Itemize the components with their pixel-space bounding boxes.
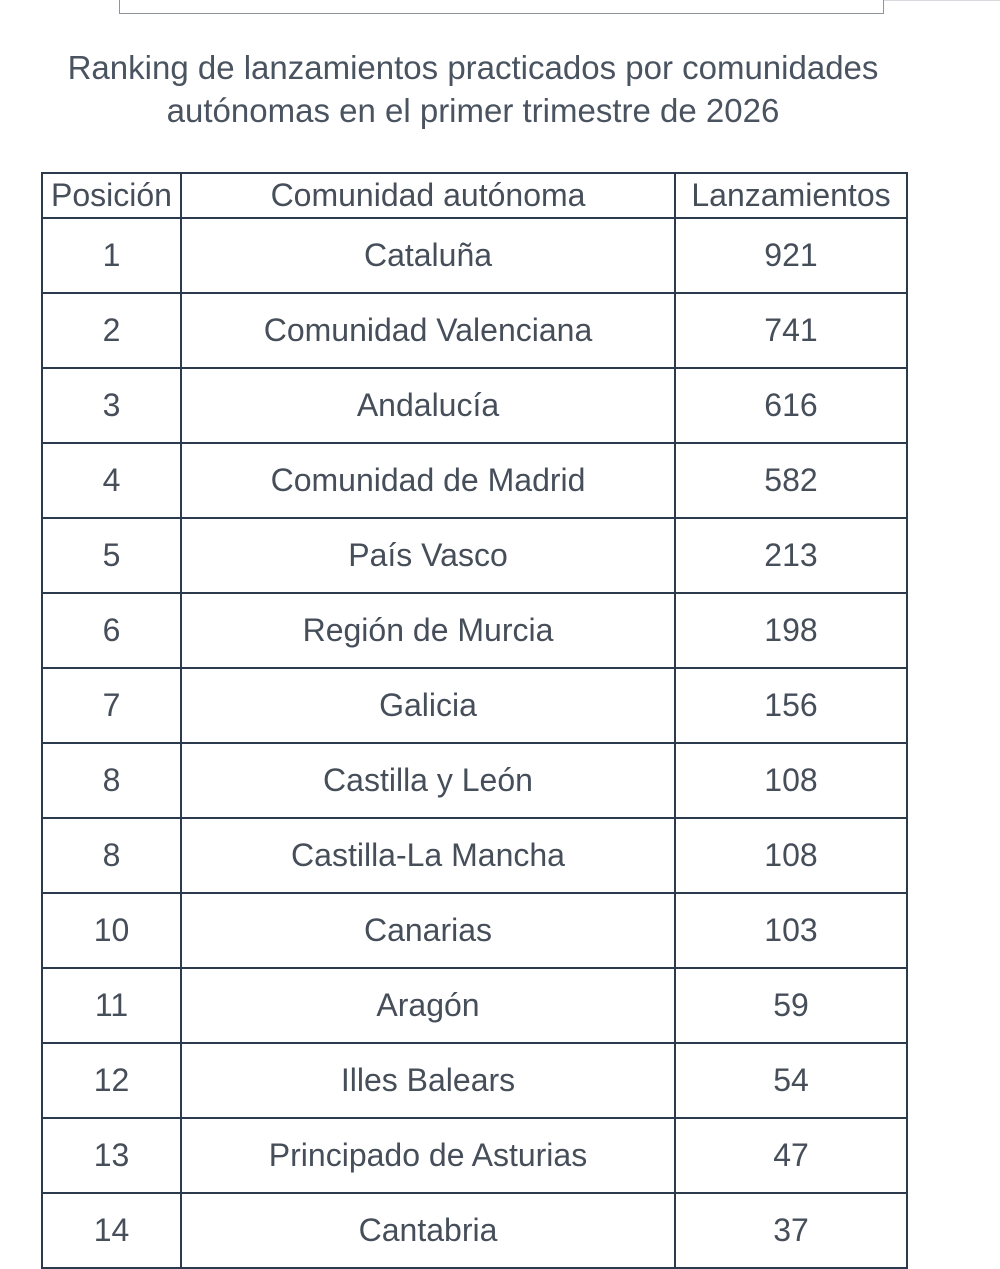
cell-position: 6: [42, 593, 181, 668]
cell-community: Región de Murcia: [181, 593, 675, 668]
table-row: [42, 368, 907, 443]
cell-community: Andalucía: [181, 368, 675, 443]
table-row: [42, 593, 907, 668]
table-row: [42, 1118, 907, 1193]
table-row: [42, 293, 907, 368]
header-evictions: Lanzamientos: [675, 173, 907, 218]
header-position: Posición: [42, 173, 181, 218]
divider-line: [884, 0, 1000, 1]
cell-community: Castilla-La Mancha: [181, 818, 675, 893]
cell-community: Cataluña: [181, 218, 675, 293]
cell-evictions: 582: [675, 443, 907, 518]
cell-community: Comunidad de Madrid: [181, 443, 675, 518]
previous-content-box: [119, 0, 884, 14]
cell-evictions: 108: [675, 743, 907, 818]
cell-evictions: 37: [675, 1193, 907, 1268]
cell-evictions: 59: [675, 968, 907, 1043]
cell-evictions: 741: [675, 293, 907, 368]
cell-position: 1: [42, 218, 181, 293]
table-row: [42, 743, 907, 818]
cell-position: 7: [42, 668, 181, 743]
table-row: [42, 893, 907, 968]
cell-community: Illes Balears: [181, 1043, 675, 1118]
cell-position: 4: [42, 443, 181, 518]
cell-community: Principado de Asturias: [181, 1118, 675, 1193]
cell-community: Comunidad Valenciana: [181, 293, 675, 368]
table-row: [42, 443, 907, 518]
cell-evictions: 103: [675, 893, 907, 968]
cell-position: 8: [42, 818, 181, 893]
cell-position: 11: [42, 968, 181, 1043]
table-header-row: [42, 173, 907, 218]
cell-evictions: 47: [675, 1118, 907, 1193]
cell-position: 5: [42, 518, 181, 593]
table-row: [42, 818, 907, 893]
cell-community: Galicia: [181, 668, 675, 743]
table-row: [42, 668, 907, 743]
cell-position: 2: [42, 293, 181, 368]
cell-community: País Vasco: [181, 518, 675, 593]
header-community: Comunidad autónoma: [181, 173, 675, 218]
cell-position: 13: [42, 1118, 181, 1193]
cell-evictions: 616: [675, 368, 907, 443]
ranking-table: [41, 172, 908, 1269]
cell-evictions: 921: [675, 218, 907, 293]
cell-position: 12: [42, 1043, 181, 1118]
table-row: [42, 518, 907, 593]
cell-position: 14: [42, 1193, 181, 1268]
cell-position: 8: [42, 743, 181, 818]
cell-community: Aragón: [181, 968, 675, 1043]
table-title: Ranking de lanzamientos practicados por comunidades autónomas en el primer trimestre de 2026: [67, 49, 879, 129]
table-row: [42, 1043, 907, 1118]
cell-evictions: 198: [675, 593, 907, 668]
cell-position: 10: [42, 893, 181, 968]
table-row: [42, 1193, 907, 1268]
cell-evictions: 108: [675, 818, 907, 893]
cell-community: Canarias: [181, 893, 675, 968]
cell-position: 3: [42, 368, 181, 443]
table-row: [42, 968, 907, 1043]
cell-evictions: 213: [675, 518, 907, 593]
table-row: [42, 218, 907, 293]
cell-community: Castilla y León: [181, 743, 675, 818]
cell-evictions: 156: [675, 668, 907, 743]
cell-community: Cantabria: [181, 1193, 675, 1268]
cell-evictions: 54: [675, 1043, 907, 1118]
